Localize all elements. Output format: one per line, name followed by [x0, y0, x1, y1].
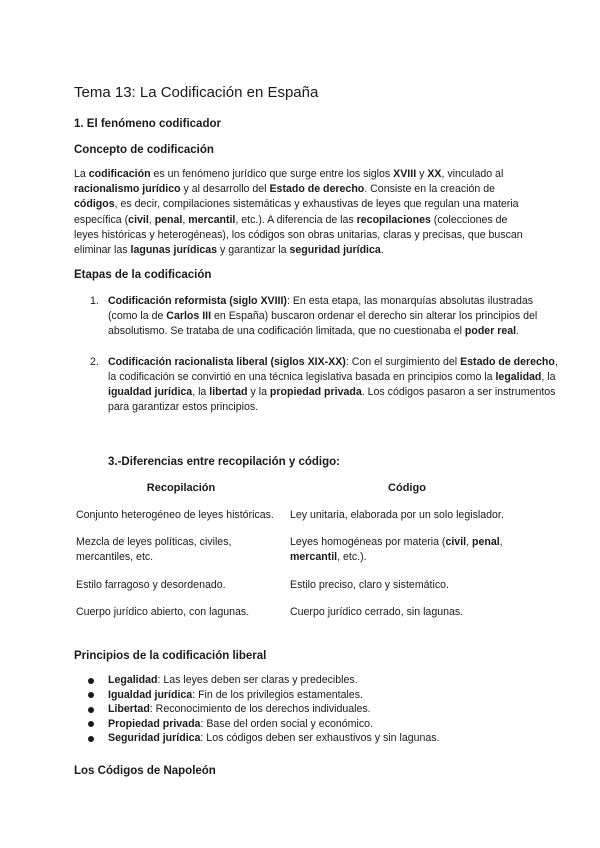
subheading-concepto: Concepto de codificación — [74, 144, 214, 156]
subheading-principios: Principios de la codificación liberal — [74, 650, 267, 662]
list-item: 1. Codificación reformista (siglo XVIII): En esta etapa, las monarquías absolutas ilustradas (como la de Carlos III en España) buscaron ordenar el derecho sin alterar los principios del absolutismo. Se trataba de una codificación limitada, que no cuestionaba el poder real. — [90, 295, 538, 338]
table-cell: Estilo preciso, claro y sistemático. — [290, 578, 449, 591]
table-row — [74, 578, 526, 605]
table-cell: Cuerpo jurídico abierto, con lagunas. — [76, 605, 250, 618]
table-cell: Leyes homogéneas por materia (civil, penal, mercantil, etc.). — [290, 536, 503, 564]
principios-list — [74, 673, 558, 746]
list-item: Libertad: Reconocimiento de los derechos individuales. — [108, 702, 558, 717]
subheading-napoleon: Los Códigos de Napoleón — [74, 765, 216, 777]
section-heading-fenomeno: 1. El fenómeno codificador — [74, 118, 221, 130]
bullet-icon — [88, 707, 94, 713]
list-item: Igualdad jurídica: Fin de los privilegios estamentales. — [108, 688, 558, 703]
column-header-codigo: Código — [388, 482, 426, 494]
table-cell: Conjunto heterogéneo de leyes históricas. — [76, 509, 274, 521]
concepto-paragraph: La codificación es un fenómeno jurídico que surge entre los siglos XVIII y XX, vinculado al racionalismo jurídico y al desarrollo del Estado de derecho. Consiste en la creación de códigos, es decir, compilaciones sistemáticas y exhaustivas de leyes que regulan una materia específica (civil, penal, mercantil, etc.). A diferencia de las recopilaciones (colecciones de leyes históricas y heterogéneas), los códigos son obras unitarias, claras y precisas, que buscan eliminar las lagunas jurídicas y garantizar la seguridad jurídica. — [74, 168, 523, 257]
table-cell: Mezcla de leyes políticas, civiles, mercantiles, etc. — [76, 536, 232, 564]
bullet-icon — [88, 721, 94, 727]
list-item: Propiedad privada: Base del orden social y económico. — [108, 717, 558, 732]
section-heading-diferencias: 3.-Diferencias entre recopilación y código: — [108, 456, 340, 468]
bullet-icon — [88, 736, 94, 742]
comparison-table — [74, 482, 526, 632]
etapas-list — [74, 294, 558, 430]
table-row — [74, 605, 526, 632]
bullet-icon — [88, 678, 94, 684]
table-row — [74, 535, 526, 577]
list-item: Seguridad jurídica: Los códigos deben ser exhaustivos y sin lagunas. — [108, 731, 558, 746]
column-header-recopilacion: Recopilación — [146, 482, 216, 494]
page-title: Tema 13: La Codificación en España — [74, 84, 319, 101]
table-row — [74, 508, 526, 535]
subheading-etapas: Etapas de la codificación — [74, 269, 212, 281]
list-item: Legalidad: Las leyes deben ser claras y predecibles. — [108, 673, 558, 688]
list-item: 2. Codificación racionalista liberal (siglos XIX-XX): Con el surgimiento del Estado de derecho, la codificación se convirtió en una técnica legislativa basada en principios como la legalidad, la igualdad jurídica, la libertad y la propiedad privada. Los códigos pasaron a ser instrumentos para garantizar estos principios. — [90, 355, 558, 414]
table-cell: Estilo farragoso y desordenado. — [76, 578, 226, 591]
table-cell: Cuerpo jurídico cerrado, sin lagunas. — [290, 605, 464, 618]
table-cell: Ley unitaria, elaborada por un solo legislador. — [290, 509, 504, 521]
bullet-icon — [88, 692, 94, 698]
